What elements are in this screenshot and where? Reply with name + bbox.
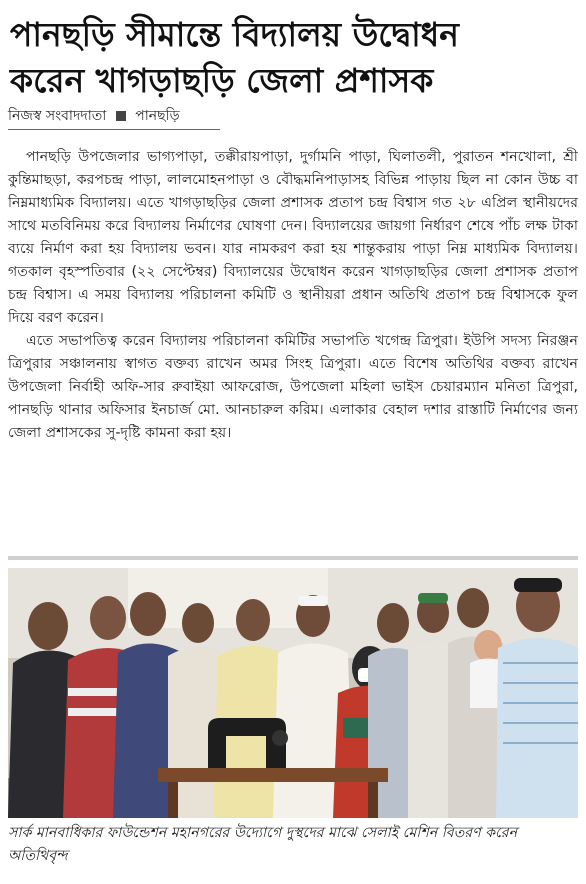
photo-caption: সার্ক মানবাধিকার ফাউন্ডেশন মহানগরের উদ্যোগে দুস্থদের মাঝে সেলাই মেশিন বিতরণ করেন অতিথিবৃন্দ <box>8 825 518 864</box>
article-paragraph-2: এতে সভাপতিত্ব করেন বিদ্যালয় পরিচালনা কমিটির সভাপতি খগেন্দ্র ত্রিপুরা। ইউপি সদস্য নিরঞ্জন ত্রিপুরার সঞ্চালনায় স্বাগত বক্তব্য রাখেন অমর সিংহ ত্রিপুরা। এতে বিশেষ অতিথির বক্তব্য রাখেন উপজেলা নির্বাহী অফি-সার রুবাইয়া আফরোজ, উপজেলা মহিলা ভাইস চেয়ারম্যান মনিতা ত্রিপুরা, পানছড়ি থানার অফিসার ইনচার্জ মো. আনচারুল করিম। এলাকার বেহাল দশার রাস্তাটি নির্মাণের জন্য জেলা প্রশাসকের সু-দৃষ্টি কামনা করা হয়। <box>8 333 578 441</box>
section-divider <box>8 556 578 560</box>
byline-reporter: নিজস্ব সংবাদদাতা <box>8 108 107 124</box>
square-bullet-icon <box>116 111 126 121</box>
headline-line-2: করেন খাগড়াছড়ি জেলা প্রশাসক <box>10 61 434 100</box>
article-paragraph-1: পানছড়ি উপজেলার ভাগ্যপাড়া, তক্কীরায়পাড়া, দুর্গামনি পাড়া, ঘিলাতলী, পুরাতন শনখোলা, শ্রী কুন্তিমাছড়া, করপচন্দ্র পাড়া, লালমোহনপাড়া ও বৌদ্ধমনিপাড়াসহ বিভিন্ন পাড়ায় ছিল না কোন উচ্চ বা নিম্নমাধ্যমিক বিদ্যালয়। এতে খাগড়াছড়ির জেলা প্রশাসক প্রতাপ চন্দ্র বিশ্বাস গত ২৮ এপ্রিল স্থানীয়দের সাথে মতবিনিময় করে বিদ্যালয় নির্মাণের ঘোষণা দেন। বিদ্যালয়ের জায়গা নির্ধারণ শেষে পাঁচ লক্ষ টাকা ব্যয়ে নির্মাণ করা হয় বিদ্যালয় ভবন। যার নামকরণ করা হয় শান্তুকরায় পাড়া নিম্ন মাধ্যমিক বিদ্যালয়। গতকাল বৃহস্পতিবার (২২ সেপ্টেম্বর) বিদ্যালয়ের উদ্বোধন করেন খাগড়াছড়ির জেলা প্রশাসক প্রতাপ চন্দ্র বিশ্বাস। এ সময় বিদ্যালয় পরিচালনা কমিটি ও স্থানীয়রা প্রধান অতিথি প্রতাপ চন্দ্র বিশ্বাসকে ফুল দিয়ে বরণ করেন। <box>8 149 578 326</box>
group-photo-illustration <box>8 568 578 818</box>
byline <box>8 106 180 126</box>
headline <box>10 12 576 104</box>
article-body <box>8 146 578 445</box>
news-photo <box>8 568 578 818</box>
byline-underline <box>8 129 220 130</box>
byline-location: পানছড়ি <box>135 108 180 124</box>
headline-line-1: পানছড়ি সীমান্তে বিদ্যালয় উদ্বোধন <box>10 15 459 54</box>
